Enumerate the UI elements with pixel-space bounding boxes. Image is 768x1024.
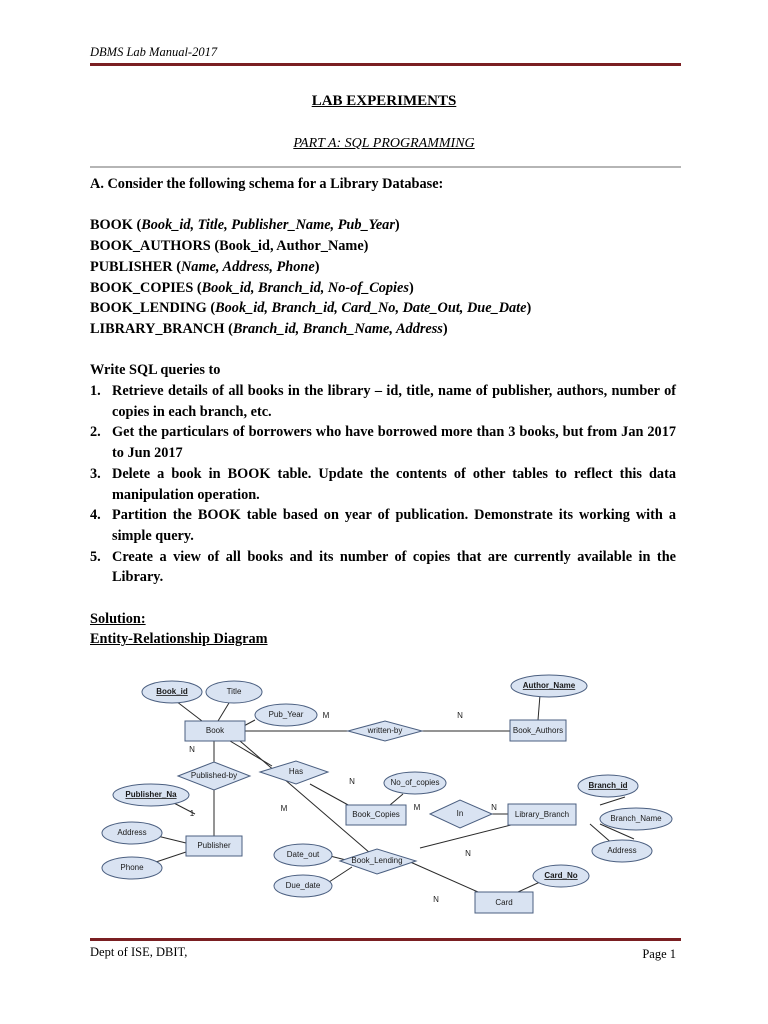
svg-text:Phone: Phone	[120, 863, 144, 873]
svg-text:In: In	[456, 809, 464, 819]
svg-text:Pub_Year: Pub_Year	[268, 710, 304, 720]
document-body	[90, 174, 676, 650]
schema-line: BOOK_COPIES (Book_id, Branch_id, No-of_Copies)	[90, 279, 414, 296]
cardinality-label: 1	[189, 809, 195, 819]
schema-line: PUBLISHER (Name, Address, Phone)	[90, 258, 320, 275]
svg-text:Publisher: Publisher	[197, 841, 231, 851]
solution-heading: Solution:	[90, 610, 146, 627]
schema-line: BOOK_LENDING (Book_id, Branch_id, Card_No, Date_Out, Due_Date)	[90, 300, 532, 317]
svg-text:Book_id: Book_id	[156, 687, 188, 697]
svg-text:Author_Name: Author_Name	[522, 681, 576, 691]
schema-line: BOOK_AUTHORS (Book_id, Author_Name)	[90, 238, 369, 255]
svg-text:Branch_id: Branch_id	[588, 781, 628, 791]
attribute-title	[206, 681, 262, 703]
attribute-date-out	[274, 844, 332, 866]
queries-intro: Write SQL queries to	[90, 362, 221, 379]
cardinality-label: N	[433, 895, 439, 905]
entity-publisher	[186, 836, 242, 856]
svg-text:Card: Card	[495, 898, 513, 908]
relationship-written-by	[348, 721, 422, 741]
relationship-in	[430, 800, 492, 828]
cardinality-label: N	[457, 711, 463, 721]
footer-department: Dept of ISE, DBIT,	[90, 945, 188, 959]
attribute-branch-address	[592, 840, 652, 862]
query-item: 3. Delete a book in BOOK table. Update the contents of other tables to reflect this data manipulation operation.	[90, 465, 676, 503]
svg-text:Publisher_Na: Publisher_Na	[125, 790, 177, 800]
er-diagram	[90, 668, 681, 930]
entity-book-copies	[346, 805, 406, 825]
question-intro: A. Consider the following schema for a Library Database:	[90, 176, 444, 192]
cardinality-label: N	[349, 777, 355, 787]
svg-text:No_of_copies: No_of_copies	[390, 778, 440, 788]
schema-list	[90, 215, 676, 339]
svg-text:Has: Has	[288, 767, 304, 777]
query-item: 5. Create a view of all books and its number of copies that are currently available in the Library.	[90, 548, 676, 586]
attribute-publisher-name	[113, 784, 189, 806]
attribute-branch-name	[600, 808, 672, 830]
section-divider	[90, 166, 681, 168]
footer-rule	[90, 938, 681, 941]
entity-library-branch	[508, 804, 576, 825]
attribute-due-date	[274, 875, 332, 897]
svg-text:Published-by: Published-by	[190, 771, 238, 781]
lab-title: LAB EXPERIMENTS	[311, 93, 457, 109]
cardinality-label: M	[413, 803, 421, 813]
cardinality-label: N	[189, 745, 195, 755]
entity-card	[475, 892, 533, 913]
cardinality-label: N	[491, 803, 497, 813]
header-rule	[90, 63, 681, 66]
entity-book-authors	[510, 720, 566, 741]
svg-text:Card_No: Card_No	[544, 871, 578, 881]
query-list	[90, 381, 676, 588]
cardinality-label: M	[322, 711, 330, 721]
svg-text:Due_date: Due_date	[285, 881, 321, 891]
svg-text:Branch_Name: Branch_Name	[610, 814, 662, 824]
attribute-author-name	[511, 675, 587, 697]
page-number: Page 1	[642, 947, 676, 961]
cardinality-label: M	[280, 804, 288, 814]
part-title: PART A: SQL PROGRAMMING	[293, 136, 475, 151]
query-item: 1. Retrieve details of all books in the library – id, title, name of publisher, authors, number of copies in each branch, etc.	[90, 383, 676, 420]
svg-text:Book_Authors: Book_Authors	[512, 726, 564, 736]
attribute-no-of-copies	[384, 772, 446, 794]
attribute-pub-year	[255, 704, 317, 726]
svg-text:Address: Address	[607, 846, 637, 856]
attribute-branch-id	[578, 775, 638, 797]
query-item: 4. Partition the BOOK table based on year of publication. Demonstrate its working with a simple query.	[90, 507, 676, 544]
query-item: 2. Get the particulars of borrowers who have borrowed more than 3 books, but from Jan 2017 to Jun 2017	[90, 424, 676, 462]
attribute-address	[102, 822, 162, 844]
relationship-book-lending	[340, 849, 416, 874]
svg-text:Book_Lending: Book_Lending	[351, 856, 403, 866]
svg-text:Book: Book	[205, 726, 225, 736]
svg-text:Book_Copies: Book_Copies	[352, 810, 400, 820]
cardinality-label: N	[465, 849, 471, 859]
attribute-phone	[102, 857, 162, 879]
schema-line: LIBRARY_BRANCH (Branch_id, Branch_Name, Address)	[90, 320, 448, 337]
attribute-book-id	[142, 681, 202, 703]
svg-text:Title: Title	[226, 687, 242, 697]
manual-title: DBMS Lab Manual-2017	[90, 45, 218, 59]
svg-text:Address: Address	[117, 828, 147, 838]
relationship-published-by	[178, 762, 250, 790]
schema-line: BOOK (Book_id, Title, Publisher_Name, Pub_Year)	[90, 217, 400, 234]
svg-text:written-by: written-by	[367, 726, 403, 736]
er-diagram-heading: Entity-Relationship Diagram	[90, 631, 268, 648]
attribute-card-no	[533, 865, 589, 887]
entity-book	[185, 721, 245, 741]
svg-text:Library_Branch: Library_Branch	[514, 810, 570, 820]
svg-text:Date_out: Date_out	[286, 850, 320, 860]
